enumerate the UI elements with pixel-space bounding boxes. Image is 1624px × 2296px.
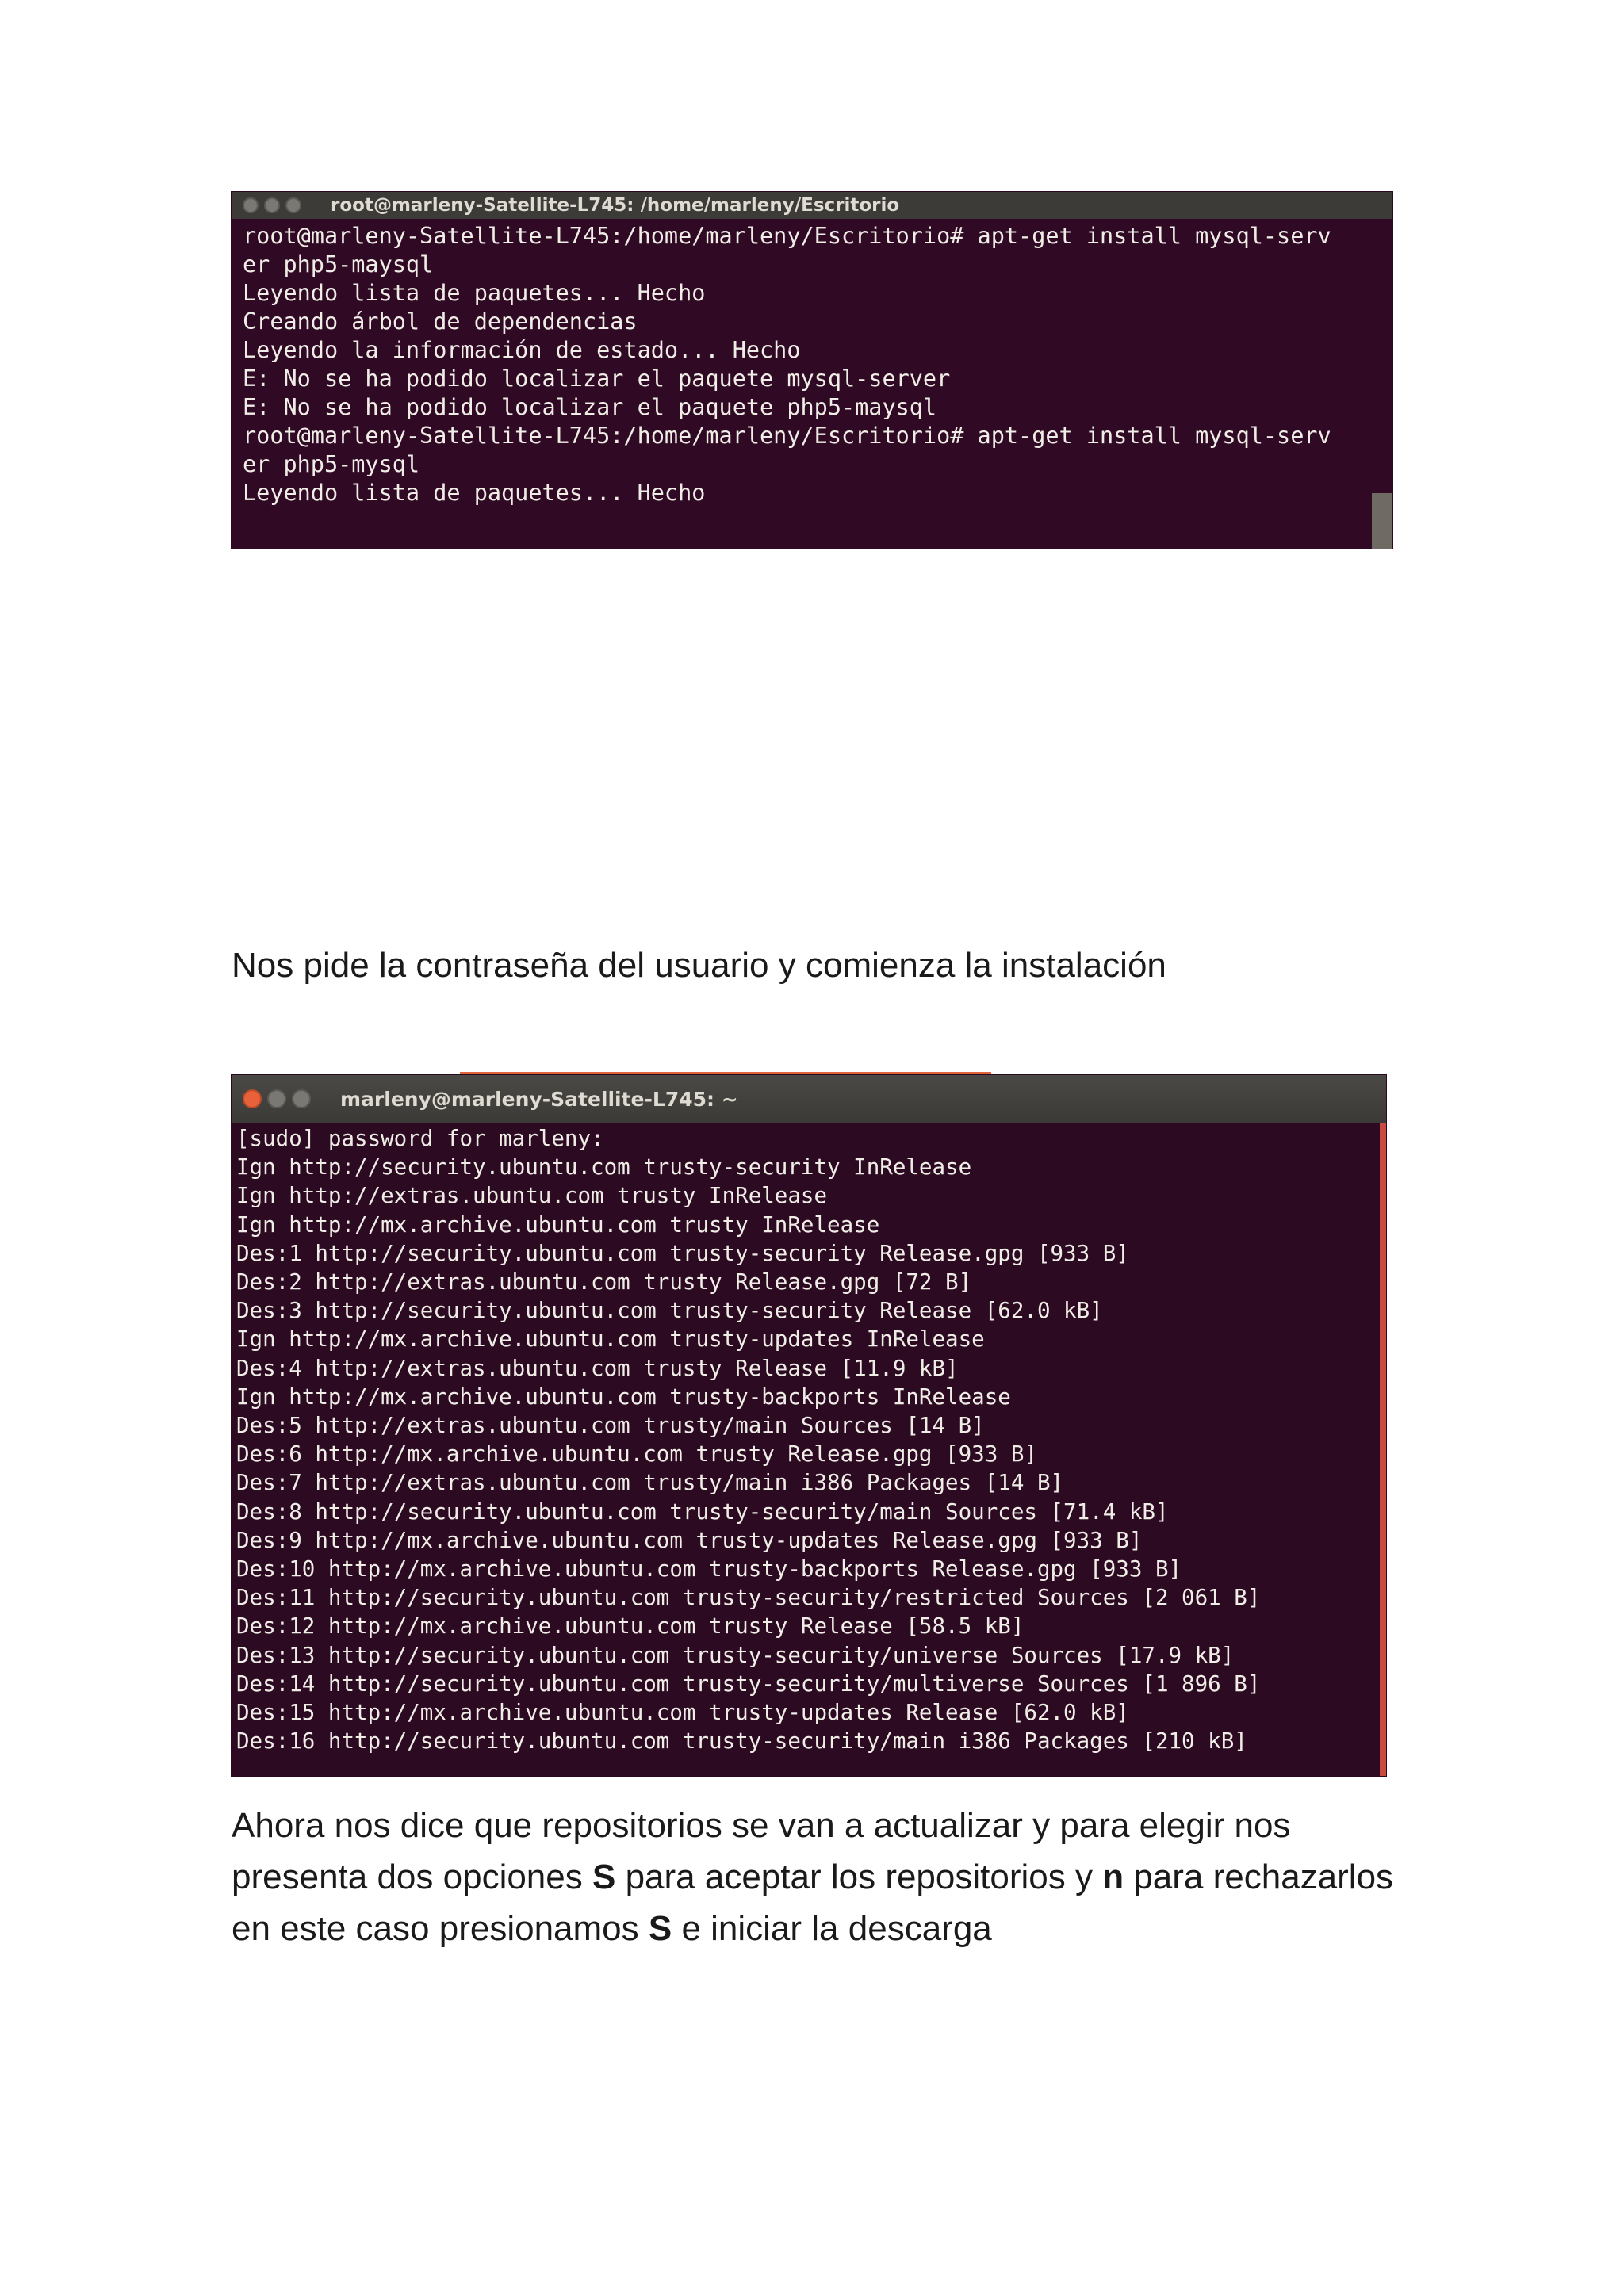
background-window-edge — [1372, 493, 1392, 549]
terminal-line: Ign http://security.ubuntu.com trusty-security InRelease — [236, 1154, 972, 1181]
terminal-titlebar — [232, 192, 1392, 219]
terminal-line: Des:10 http://mx.archive.ubuntu.com trusty-backports Release.gpg [933 B] — [236, 1556, 1182, 1582]
bold-option-s: S — [592, 1858, 616, 1896]
maximize-icon — [285, 197, 301, 213]
terminal-line: Des:8 http://security.ubuntu.com trusty-security/main Sources [71.4 kB] — [236, 1498, 1169, 1525]
terminal-line: Leyendo lista de paquetes... Hecho — [243, 480, 706, 506]
terminal-line: Des:3 http://security.ubuntu.com trusty-security Release [62.0 kB] — [236, 1298, 1103, 1324]
terminal-line: Leyendo la información de estado... Hecho — [243, 337, 801, 363]
text-run: e iniciar la descarga — [672, 1909, 992, 1948]
maximize-icon — [292, 1089, 311, 1108]
bold-option-n: n — [1102, 1858, 1124, 1896]
paragraph-repositories — [232, 1800, 1405, 1954]
terminal-titlebar — [232, 1075, 1386, 1123]
terminal-line: Des:14 http://security.ubuntu.com trusty-security/multiverse Sources [1 896 B] — [236, 1670, 1261, 1697]
terminal-line: Des:6 http://mx.archive.ubuntu.com trusty Release.gpg [933 B] — [236, 1441, 1037, 1468]
terminal-line: er php5-maysql — [243, 251, 434, 277]
terminal-line: Des:5 http://extras.ubuntu.com trusty/main Sources [14 B] — [236, 1413, 985, 1439]
terminal-line: Ign http://extras.ubuntu.com trusty InRelease — [236, 1183, 828, 1209]
terminal-line: Des:15 http://mx.archive.ubuntu.com trusty-updates Release [62.0 kB] — [236, 1700, 1129, 1726]
bold-option-s: S — [648, 1909, 672, 1948]
terminal-line: Ign http://mx.archive.ubuntu.com trusty-backports InRelease — [236, 1383, 1011, 1410]
paragraph-password: Nos pide la contraseña del usuario y comienza la instalación — [232, 946, 1166, 985]
terminal-line: Creando árbol de dependencias — [243, 308, 638, 335]
terminal-line: Ign http://mx.archive.ubuntu.com trusty-updates InRelease — [236, 1326, 985, 1353]
terminal-output — [232, 219, 1392, 507]
minimize-icon — [264, 197, 280, 213]
terminal-screenshot-1 — [232, 192, 1392, 549]
terminal-line: er php5-mysql — [243, 451, 420, 477]
text-run: para rechazarlos en este caso presionamos — [232, 1858, 1394, 1948]
minimize-icon — [267, 1089, 286, 1108]
terminal-line: Des:11 http://security.ubuntu.com trusty-security/restricted Sources [2 061 B] — [236, 1585, 1261, 1611]
terminal-line: E: No se ha podido localizar el paquete mysql-server — [243, 365, 951, 392]
terminal-title: marleny@marleny-Satellite-L745: ~ — [340, 1087, 738, 1111]
text-run: Ahora nos dice que repositorios se van a actualizar y para elegir nos presenta dos opciones — [232, 1806, 1291, 1896]
close-icon — [243, 197, 259, 213]
terminal-line: Leyendo lista de paquetes... Hecho — [243, 280, 706, 306]
terminal-line: Des:2 http://extras.ubuntu.com trusty Release.gpg [72 B] — [236, 1269, 972, 1295]
terminal-line: [sudo] password for marleny: — [236, 1126, 604, 1151]
terminal-line: E: No se ha podido localizar el paquete php5-maysql — [243, 394, 937, 420]
terminal-line: Des:16 http://security.ubuntu.com trusty-security/main i386 Packages [210 kB] — [236, 1728, 1247, 1755]
terminal-title: root@marleny-Satellite-L745: /home/marleny/Escritorio — [331, 195, 900, 216]
terminal-line: Des:13 http://security.ubuntu.com trusty-security/universe Sources [17.9 kB] — [236, 1642, 1235, 1668]
terminal-line: Des:1 http://security.ubuntu.com trusty-security Release.gpg [933 B] — [236, 1240, 1129, 1266]
terminal-line: Ign http://mx.archive.ubuntu.com trusty InRelease — [236, 1211, 880, 1238]
close-icon — [243, 1089, 262, 1108]
terminal-line: root@marleny-Satellite-L745:/home/marleny/Escritorio# apt-get install mysql-serv — [243, 223, 1331, 249]
terminal-scrollbar — [1380, 1123, 1386, 1776]
terminal-line: Des:12 http://mx.archive.ubuntu.com trusty Release [58.5 kB] — [236, 1613, 1025, 1640]
terminal-line: Des:4 http://extras.ubuntu.com trusty Release [11.9 kB] — [236, 1355, 959, 1381]
text-run: para aceptar los repositorios y — [615, 1858, 1103, 1896]
terminal-line: Des:9 http://mx.archive.ubuntu.com trusty-updates Release.gpg [933 B] — [236, 1527, 1143, 1553]
terminal-screenshot-2 — [232, 1075, 1386, 1776]
terminal-output — [232, 1123, 1386, 1755]
terminal-line: Des:7 http://extras.ubuntu.com trusty/main i386 Packages [14 B] — [236, 1470, 1064, 1496]
terminal-line: root@marleny-Satellite-L745:/home/marleny/Escritorio# apt-get install mysql-serv — [243, 423, 1331, 449]
